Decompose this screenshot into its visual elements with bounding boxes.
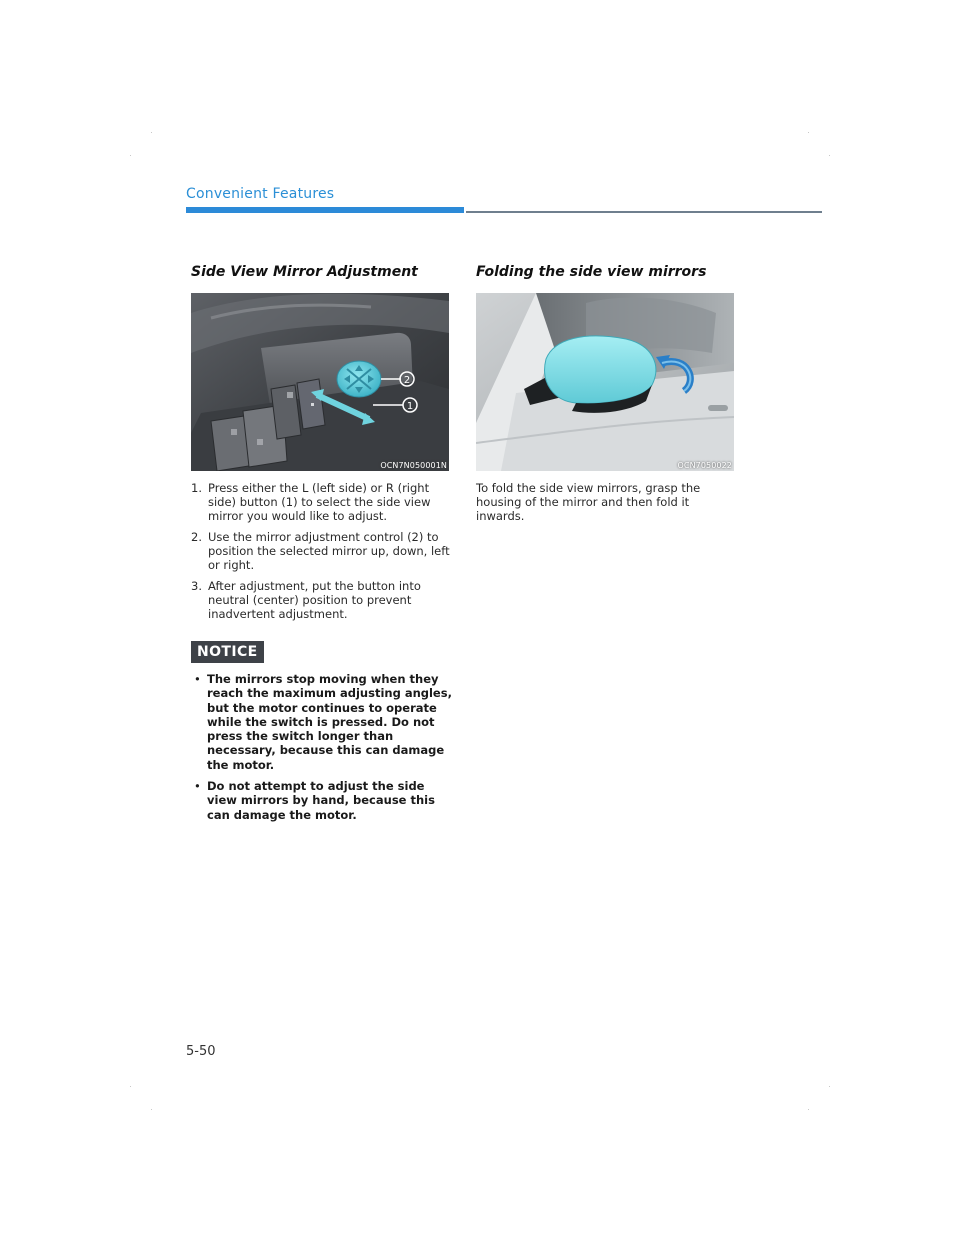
left-column bbox=[191, 262, 453, 829]
image-code: OCN7N050001N bbox=[380, 461, 447, 470]
notice-badge: NOTICE bbox=[191, 641, 264, 663]
crop-mark bbox=[829, 1086, 830, 1087]
notice-text: Do not attempt to adjust the side view mirrors by hand, because this can damage the motor. bbox=[207, 779, 435, 822]
bullet-icon: • bbox=[194, 672, 201, 686]
folding-mirror-illustration bbox=[476, 293, 734, 471]
step-number: 3. bbox=[191, 579, 202, 593]
folding-instructions: To fold the side view mirrors, grasp the housing of the mirror and then fold it inwards. bbox=[476, 481, 701, 523]
mirror-switch-illustration bbox=[191, 293, 449, 471]
bullet-icon: • bbox=[194, 779, 201, 794]
page-number: 5-50 bbox=[186, 1044, 216, 1059]
header-accent-bar bbox=[186, 207, 464, 213]
step-item bbox=[191, 530, 453, 572]
crop-mark bbox=[130, 155, 131, 156]
step-item bbox=[191, 579, 453, 621]
adjustment-steps bbox=[191, 481, 453, 621]
crop-mark bbox=[151, 1109, 152, 1110]
header-divider bbox=[466, 211, 822, 213]
crop-mark bbox=[808, 1109, 809, 1110]
step-text: After adjustment, put the button into neutral (center) position to prevent inadvertent adjustment. bbox=[208, 579, 421, 621]
step-number: 1. bbox=[191, 481, 202, 495]
crop-mark bbox=[151, 132, 152, 133]
section-title: Convenient Features bbox=[186, 186, 335, 202]
folding-mirrors-heading: Folding the side view mirrors bbox=[476, 264, 707, 280]
mirror-switch-photo bbox=[191, 293, 449, 471]
notice-item bbox=[191, 672, 453, 772]
step-number: 2. bbox=[191, 530, 202, 544]
callout-1-label: 1 bbox=[406, 401, 414, 412]
crop-mark bbox=[808, 132, 809, 133]
crop-mark bbox=[829, 155, 830, 156]
notice-text: The mirrors stop moving when they reach the maximum adjusting angles, but the motor continues to operate while the switch is pressed. Do not press the switch longer than necessary, because this can damage the motor. bbox=[207, 672, 452, 772]
folding-mirror-photo bbox=[476, 293, 734, 471]
notice-item bbox=[191, 779, 453, 822]
step-text: Use the mirror adjustment control (2) to position the selected mirror up, down, left or right. bbox=[208, 530, 450, 572]
mirror-adjustment-heading: Side View Mirror Adjustment bbox=[191, 264, 418, 280]
image-code: OCN7050022 bbox=[677, 461, 732, 470]
callout-2-label: 2 bbox=[403, 375, 411, 386]
notice-list bbox=[191, 672, 453, 822]
right-column bbox=[476, 262, 738, 523]
crop-mark bbox=[130, 1086, 131, 1087]
step-item bbox=[191, 481, 453, 523]
step-text: Press either the L (left side) or R (right side) button (1) to select the side view mirror you would like to adjust. bbox=[208, 481, 431, 523]
